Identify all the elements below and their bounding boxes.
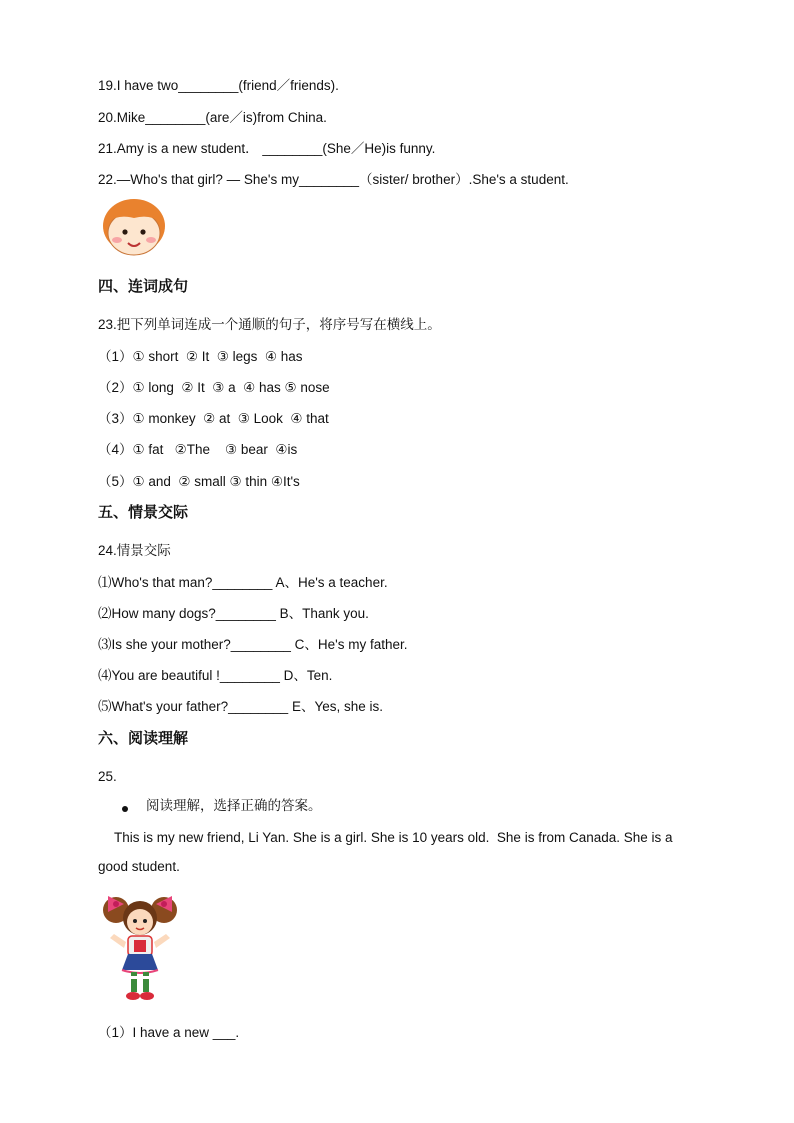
reading-instruction: 阅读理解，选择正确的答案。 bbox=[146, 798, 322, 813]
question-22: 22.—Who's that girl? — She's my________（sister/ brother）.She's a student. bbox=[98, 172, 569, 187]
passage-line-2: good student. bbox=[98, 859, 180, 874]
dialog-row-3: ⑶Is she your mother?________ C、He's my father. bbox=[98, 637, 408, 652]
section5-heading: 五、情景交际 bbox=[98, 504, 189, 521]
section6-heading: 六、阅读理解 bbox=[98, 730, 189, 747]
section4-heading: 四、连词成句 bbox=[98, 278, 189, 295]
section5-title: 24.情景交际 bbox=[98, 543, 171, 558]
reorder-row-5: （5）① and ② small ③ thin ④It's bbox=[98, 474, 300, 489]
bullet-icon bbox=[122, 806, 128, 812]
reorder-row-3: （3）① monkey ② at ③ Look ④ that bbox=[98, 411, 329, 426]
dialog-row-2: ⑵How many dogs?________ B、Thank you. bbox=[98, 606, 369, 621]
question-20: 20.Mike________(are／is)from China. bbox=[98, 110, 327, 125]
reorder-row-4: （4）① fat ②The ③ bear ④is bbox=[98, 442, 298, 457]
question-25-number: 25. bbox=[98, 769, 117, 784]
reorder-row-1: （1）① short ② It ③ legs ④ has bbox=[98, 349, 303, 364]
question-21: 21.Amy is a new student． ________(She／He)is funny. bbox=[98, 141, 436, 156]
cartoon-girl-illustration bbox=[100, 890, 180, 1006]
section4-instruction: 23.把下列单词连成一个通顺的句子，将序号写在横线上。 bbox=[98, 317, 441, 332]
passage-line-1: This is my new friend, Li Yan. She is a girl. She is 10 years old. She is from Canada. She is a bbox=[114, 830, 673, 845]
reorder-row-2: （2）① long ② It ③ a ④ has ⑤ nose bbox=[98, 380, 330, 395]
question-19: 19.I have two________(friend／friends). bbox=[98, 78, 339, 93]
dialog-row-4: ⑷You are beautiful !________ D、Ten. bbox=[98, 668, 333, 683]
dialog-row-5: ⑸What's your father?________ E、Yes, she is. bbox=[98, 699, 383, 714]
girl-face-illustration bbox=[100, 196, 168, 260]
reading-question-1: （1）I have a new ___. bbox=[98, 1025, 240, 1040]
dialog-row-1: ⑴Who's that man?________ A、He's a teacher. bbox=[98, 575, 388, 590]
